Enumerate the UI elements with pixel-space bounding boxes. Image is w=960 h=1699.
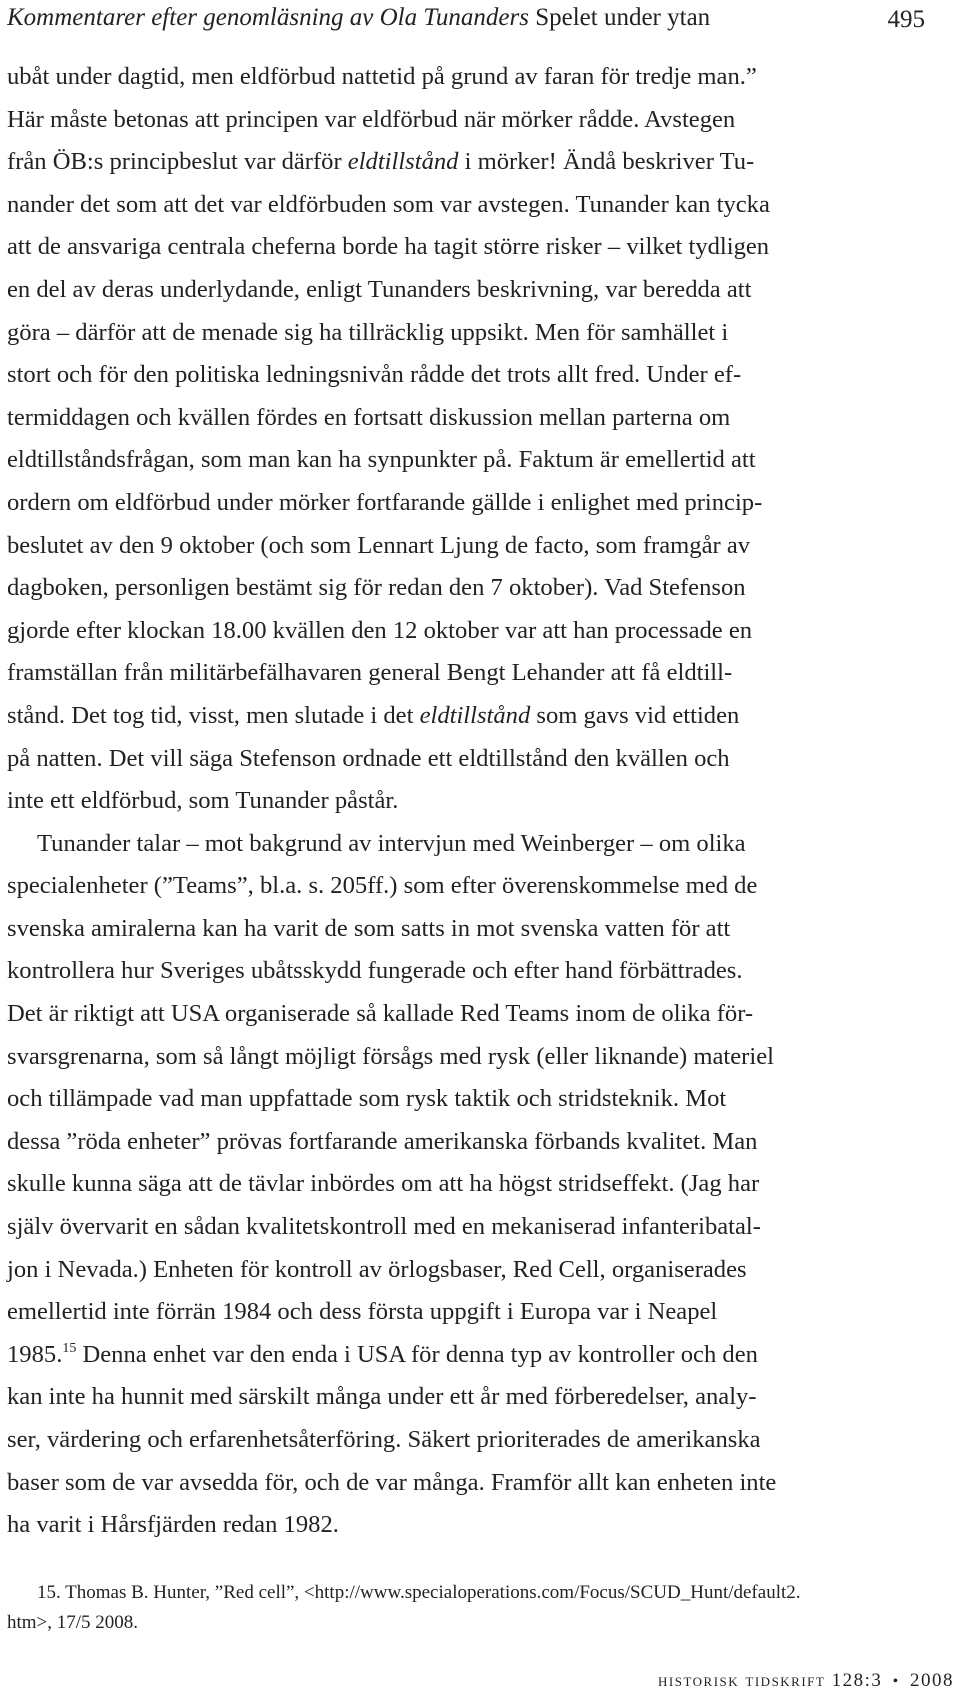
text-line: själv övervarit en sådan kvalitetskontroll med en mekaniserad infanteribatal- <box>7 1213 761 1241</box>
page-footer <box>658 1670 954 1692</box>
running-head-title <box>7 0 710 36</box>
footer-separator: • <box>892 1673 900 1690</box>
text-line <box>7 439 955 482</box>
text-line <box>7 354 955 397</box>
text-run: ordern om eldförbud under mörker fortfarande gällde i enlighet med princip- <box>7 488 763 516</box>
text-line: emellertid inte förrän 1984 och dess första uppgift i Europa var i Neapel <box>7 1298 718 1326</box>
text-line <box>7 226 955 269</box>
running-head-title-italic: Kommentarer efter genomläsning av Ola Tunanders <box>7 4 529 31</box>
journal-name: historisk tidskrift <box>658 1670 826 1691</box>
text-line: ser, värdering och erfarenhetsåterföring. Säkert prioriterades de amerikanska <box>7 1426 761 1453</box>
text-line: baser som de var avsedda för, och de var många. Framför allt kan enheten inte <box>7 1468 777 1496</box>
text-line <box>7 652 955 695</box>
text-line: specialenheter (”Teams”, bl.a. s. 205ff.) som efter överenskommelse med de <box>7 872 758 900</box>
text-line: Det är riktigt att USA organiserade så kallade Red Teams inom de olika för- <box>7 1000 754 1028</box>
text-line <box>7 99 955 142</box>
text-line <box>7 780 955 823</box>
text-line <box>7 610 955 653</box>
text-line <box>7 567 955 610</box>
text-line: skulle kunna säga att de tävlar inbördes om att ha högst stridseffekt. (Jag har <box>7 1170 760 1198</box>
text-line: jon i Nevada.) Enheten för kontroll av örlogsbaser, Red Cell, organiserades <box>7 1255 747 1283</box>
text-run: stånd. Det tog tid, visst, men slutade i det <box>7 701 420 729</box>
text-line <box>7 482 955 525</box>
text-run: i mörker! Ändå beskriver Tu- <box>458 148 755 176</box>
paragraph <box>7 56 955 823</box>
text-line: kan inte ha hunnit med särskilt många under ett år med förberedelser, analy- <box>7 1383 757 1411</box>
emphasis: eldtillstånd <box>347 148 459 176</box>
text-run: gjorde efter klockan 18.00 kvällen den 12 oktober var att han processade en <box>7 616 753 644</box>
body-text <box>7 56 955 1547</box>
text-line <box>7 269 955 312</box>
text-run: som gavs vid ettiden <box>530 701 740 729</box>
text-line: Tunander talar – mot bakgrund av intervjun med Weinberger – om olika <box>37 829 746 857</box>
running-head <box>7 0 925 40</box>
text-run: nander det som att det var eldförbuden som var avstegen. Tunander kan tycka <box>7 190 770 218</box>
text-run: dagboken, personligen bestämt sig för redan den 7 oktober). Vad Stefenson <box>7 574 746 602</box>
text-run: inte ett eldförbud, som Tunander påstår. <box>7 787 399 815</box>
text-run: 1985. <box>7 1340 63 1368</box>
journal-year: 2008 <box>910 1670 954 1691</box>
emphasis: eldtillstånd <box>419 701 531 729</box>
text-run: stort och för den politiska ledningsnivån rådde det trots allt fred. Under ef- <box>7 361 742 389</box>
text-run: eldtillståndsfrågan, som man kan ha synpunkter på. Faktum är emellertid att <box>7 446 756 474</box>
text-run: Denna enhet var den enda i USA för denna typ av kontroller och den <box>76 1340 758 1368</box>
text-run: att de ansvariga centrala cheferna borde ha tagit större risker – vilket tydligen <box>7 233 770 261</box>
text-line <box>7 184 955 227</box>
paragraph <box>7 823 955 1547</box>
text-line: ha varit i Hårsfjärden redan 1982. <box>7 1511 339 1539</box>
footnote-line: htm>, 17/5 2008. <box>7 1612 139 1633</box>
text-line <box>7 525 955 568</box>
text-run: ubåt under dagtid, men eldförbud nattetid på grund av faran för tredje man.” <box>7 63 757 90</box>
text-run: en del av deras underlydande, enligt Tunanders beskrivning, var beredda att <box>7 275 752 303</box>
text-line: och tillämpade vad man uppfattade som rysk taktik och stridsteknik. Mot <box>7 1085 727 1113</box>
footnote-marker[interactable]: 15 <box>62 1340 77 1356</box>
text-run: beslutet av den 9 oktober (och som Lennart Ljung de facto, som framgår av <box>7 531 751 559</box>
text-line <box>7 738 955 781</box>
footnote <box>7 1578 955 1638</box>
running-head-title-roman: Spelet under ytan <box>535 4 711 31</box>
text-line: svarsgrenarna, som så långt möjligt försågs med rysk (eller liknande) materiel <box>7 1042 774 1070</box>
text-run: framställan från militärbefälhavaren general Bengt Lehander att få eldtill- <box>7 659 733 687</box>
text-line <box>7 695 955 738</box>
footnote-line: 15. Thomas B. Hunter, ”Red cell”, <http://www.specialoperations.com/Focus/SCUD_Hunt/default2. <box>37 1582 801 1603</box>
text-line: dessa ”röda enheter” prövas fortfarande amerikanska förbands kvalitet. Man <box>7 1127 758 1155</box>
text-run: termiddagen och kvällen fördes en fortsatt diskussion mellan parterna om <box>7 403 731 431</box>
text-run: göra – därför att de menade sig ha tillräcklig uppsikt. Men för samhället i <box>7 318 729 346</box>
journal-issue: 128:3 <box>831 1670 883 1691</box>
text-line <box>7 397 955 440</box>
text-line <box>7 1334 955 1377</box>
text-run: på natten. Det vill säga Stefenson ordnade ett eldtillstånd den kvällen och <box>7 744 730 772</box>
text-line <box>7 56 955 99</box>
text-run: Här måste betonas att principen var eldförbud när mörker rådde. Avstegen <box>7 105 736 133</box>
text-run: från ÖB:s principbeslut var därför <box>7 148 348 176</box>
text-line <box>7 141 955 184</box>
text-line: svenska amiralerna kan ha varit de som satts in mot svenska vatten för att <box>7 914 731 942</box>
text-line <box>7 312 955 355</box>
page-number: 495 <box>887 6 925 33</box>
text-line: kontrollera hur Sveriges ubåtsskydd fungerade och efter hand förbättrades. <box>7 957 743 985</box>
